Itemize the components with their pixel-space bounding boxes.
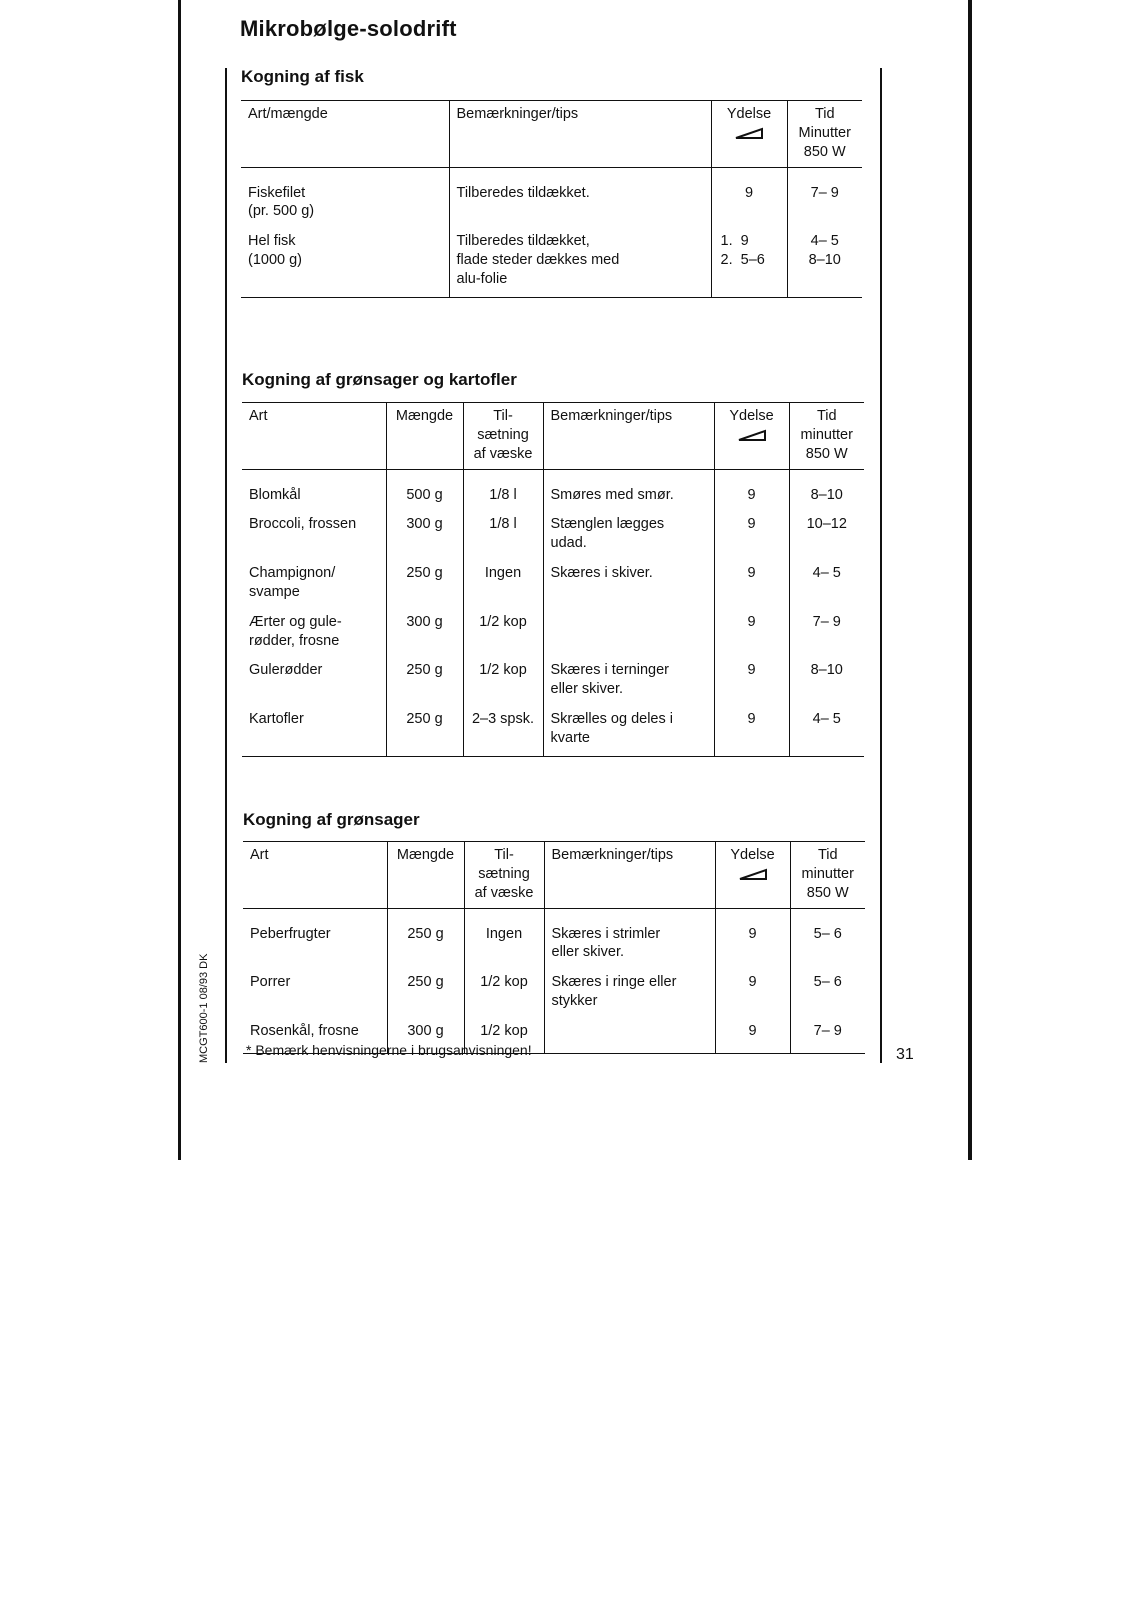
col-header: Mængde bbox=[387, 842, 464, 909]
section-heading-veg: Kogning af grønsager bbox=[243, 810, 420, 829]
power-level-icon bbox=[739, 868, 767, 880]
left-rule bbox=[225, 68, 227, 1063]
col-header: Bemærkninger/tips bbox=[543, 403, 714, 470]
table-row: Blomkål 500 g 1/8 l Smøres med smør. 9 8–10 bbox=[242, 469, 864, 512]
left-border-line bbox=[178, 0, 181, 1160]
table-row: Hel fisk (1000 g) Tilberedes tildækket, flade steder dækkes med alu-folie 1. 9 2. 5–6 4– 5 8–10 bbox=[241, 229, 862, 297]
power-level-icon bbox=[738, 429, 766, 441]
footnote: * Bemærk henvisningerne i brugsanvisningen! bbox=[246, 1042, 532, 1058]
table-row: Gulerødder 250 g 1/2 kop Skæres i terninger eller skiver. 9 8–10 bbox=[242, 658, 864, 707]
col-header: Art bbox=[249, 408, 268, 424]
table-row: Kartofler 250 g 2–3 spsk. Skrælles og deles i kvarte 9 4– 5 bbox=[242, 707, 864, 756]
section-heading-fish: Kogning af fisk bbox=[241, 67, 364, 86]
section-heading-veg-potato: Kogning af grønsager og kartofler bbox=[242, 370, 517, 389]
col-header: Mængde bbox=[386, 403, 463, 470]
veg-table bbox=[243, 841, 865, 1054]
col-header: Tid minutter 850 W bbox=[789, 403, 864, 470]
col-header: Art/mængde bbox=[248, 106, 328, 122]
col-header: Til- sætning af væske bbox=[463, 403, 543, 470]
col-header: Ydelse bbox=[711, 101, 787, 168]
power-level-icon bbox=[735, 127, 763, 139]
page-number: 31 bbox=[896, 1046, 914, 1063]
col-header: Ydelse bbox=[714, 403, 789, 470]
col-header: Tid Minutter 850 W bbox=[787, 101, 862, 168]
col-header: Tid minutter 850 W bbox=[790, 842, 865, 909]
col-header: Ydelse bbox=[715, 842, 790, 909]
col-header: Bemærkninger/tips bbox=[544, 842, 715, 909]
table-row: Champignon/ svampe 250 g Ingen Skæres i skiver. 9 4– 5 bbox=[242, 561, 864, 610]
right-border-line bbox=[968, 0, 972, 1160]
document-code: MCGT600-1 08/93 DK bbox=[198, 953, 210, 1063]
table-row: Broccoli, frossen 300 g 1/8 l Stænglen lægges udad. 9 10–12 bbox=[242, 512, 864, 561]
veg-potato-table bbox=[242, 402, 864, 757]
col-header: Til- sætning af væske bbox=[464, 842, 544, 909]
fish-table bbox=[241, 100, 862, 298]
table-row: Fiskefilet (pr. 500 g) Tilberedes tildækket. 9 7– 9 bbox=[241, 167, 862, 229]
page-title: Mikrobølge-solodrift bbox=[240, 16, 457, 41]
col-header: Bemærkninger/tips bbox=[449, 101, 711, 168]
table-row: Ærter og gule- rødder, frosne 300 g 1/2 kop 9 7– 9 bbox=[242, 610, 864, 659]
table-row: Peberfrugter 250 g Ingen Skæres i strimler eller skiver. 9 5– 6 bbox=[243, 908, 865, 970]
right-rule bbox=[880, 68, 882, 1063]
col-header: Art bbox=[250, 847, 269, 863]
table-row: Rosenkål, frosne 300 g 1/2 kop 9 7– 9 bbox=[243, 1019, 865, 1053]
table-row: Porrer 250 g 1/2 kop Skæres i ringe eller stykker 9 5– 6 bbox=[243, 970, 865, 1019]
